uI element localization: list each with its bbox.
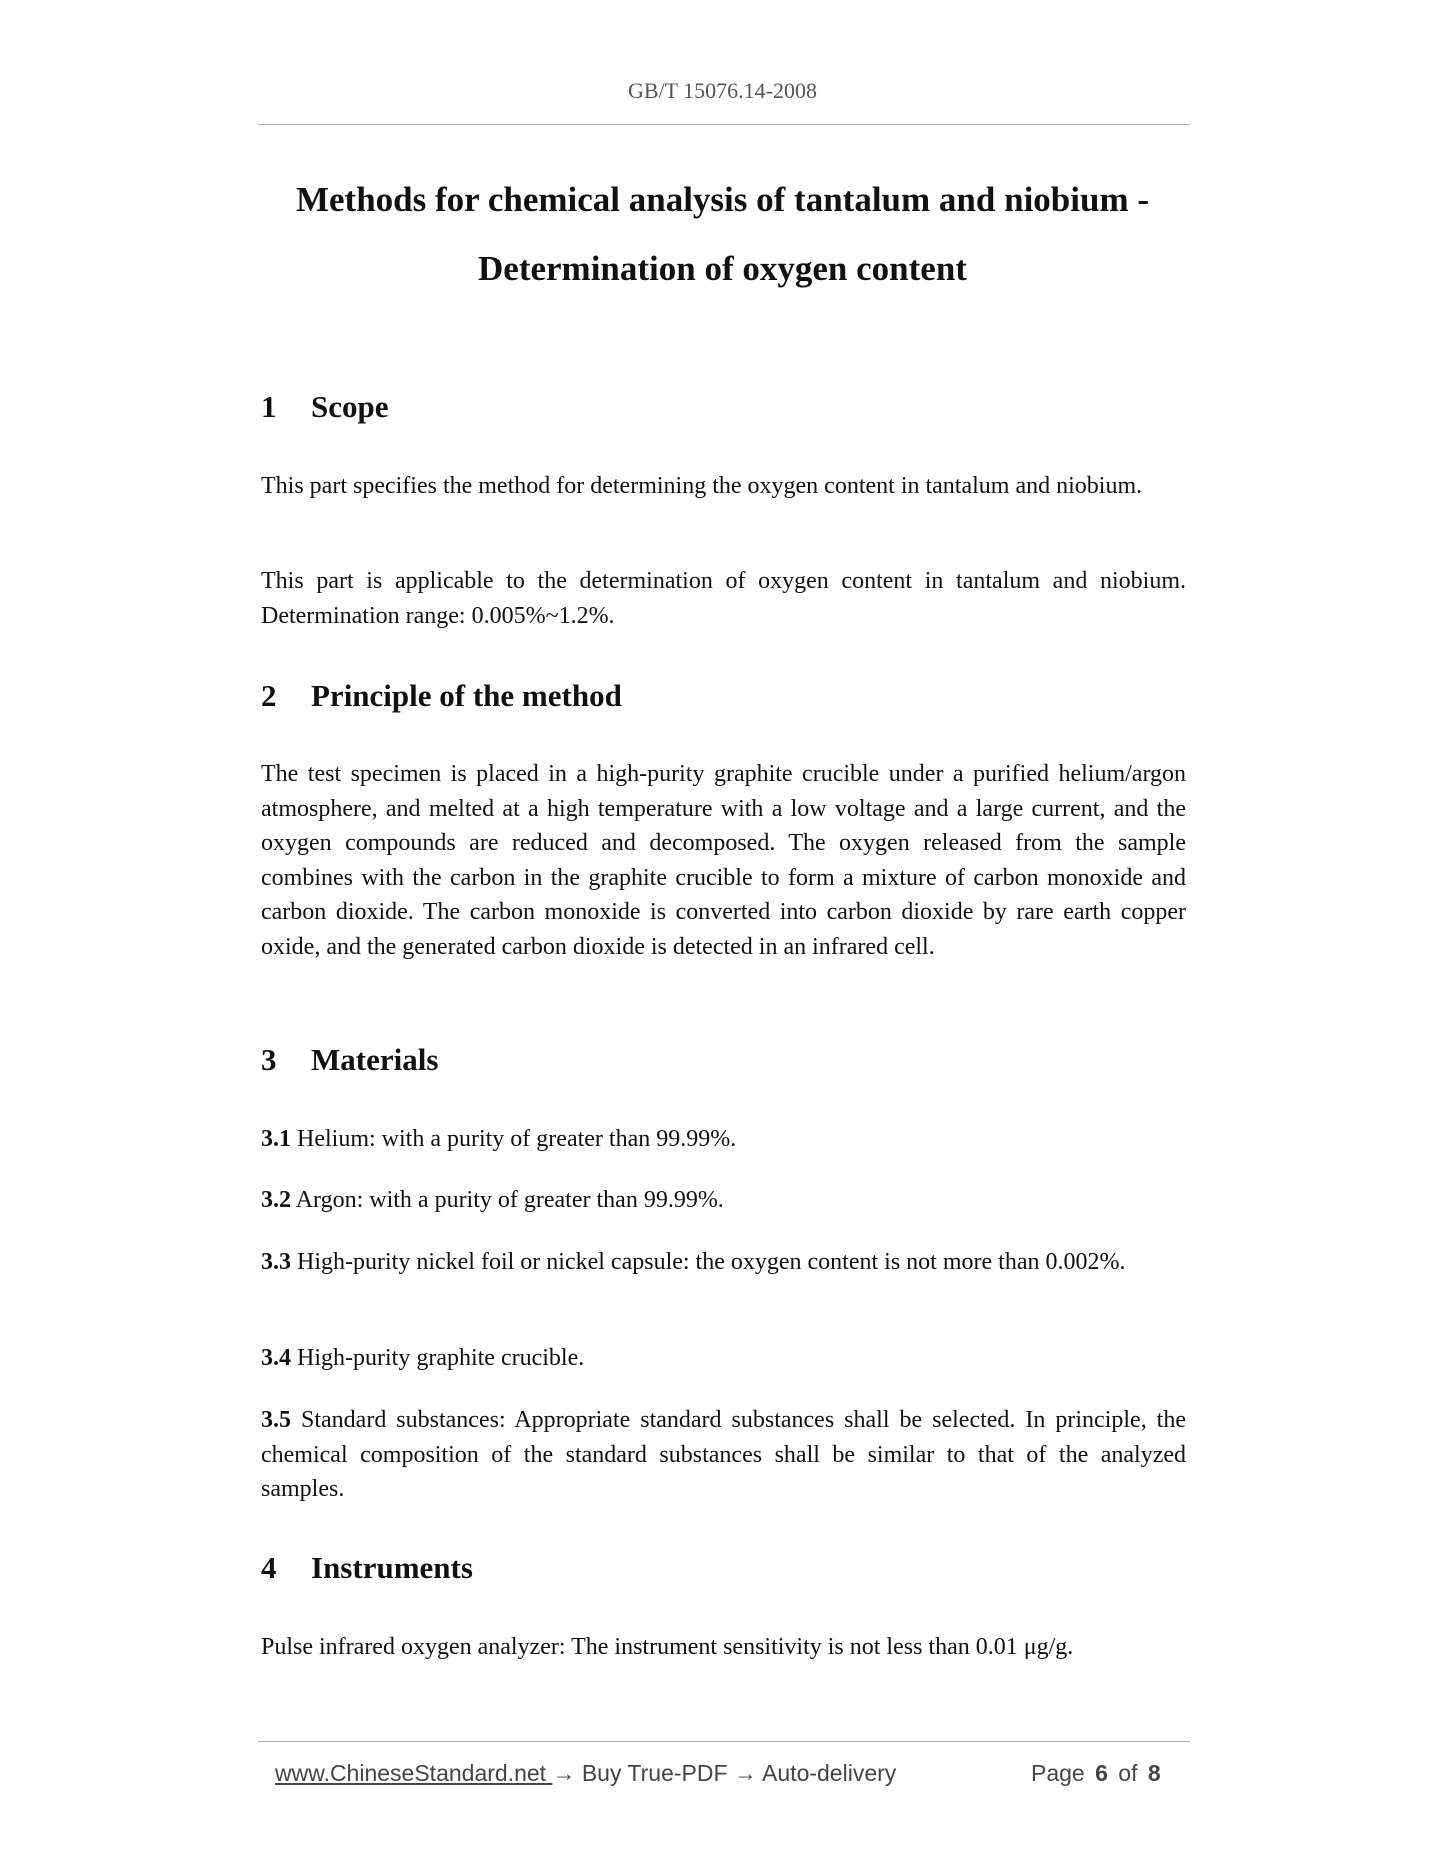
list-item: 3.5 Standard substances: Appropriate standard substances shall be selected. In principle, the chemical composition of the standard substances shall be similar to that of the analyzed samples. xyxy=(261,1407,1187,1503)
page-indicator: Page 6 of 8 xyxy=(1031,1760,1161,1786)
section-heading-principle: 2 Principle of the method xyxy=(261,678,622,713)
section-heading-instruments: 4 Instruments xyxy=(261,1550,473,1585)
list-item: 3.1 Helium: with a purity of greater than 99.99%. xyxy=(261,1126,737,1152)
list-item: 3.3 High-purity nickel foil or nickel capsule: the oxygen content is not more than 0.002%. xyxy=(261,1249,1126,1275)
website-link[interactable]: www.ChineseStandard.net xyxy=(275,1760,553,1786)
section-heading-materials: 3 Materials xyxy=(261,1042,439,1077)
list-item: 3.2 Argon: with a purity of greater than 99.99%. xyxy=(261,1187,724,1213)
paragraph: Pulse infrared oxygen analyzer: The instrument sensitivity is not less than 0.01 μg/g. xyxy=(261,1634,1074,1660)
footer-promo: www.ChineseStandard.net → Buy True-PDF → Auto-delivery xyxy=(275,1760,897,1786)
title-line-2: Determination of oxygen content xyxy=(478,249,967,288)
header-divider xyxy=(258,124,1190,125)
document-id-header: GB/T 15076.14-2008 xyxy=(627,78,818,103)
section-heading-scope: 1 Scope xyxy=(261,389,389,424)
paragraph: This part specifies the method for determining the oxygen content in tantalum and niobium. xyxy=(261,473,1143,499)
paragraph: The test specimen is placed in a high-purity graphite crucible under a purified helium/argon atmosphere, and melted at a high temperature with a low voltage and a large current, and the oxygen compounds are reduced and decomposed. The oxygen released from the sample combines with the carbon in the graphite crucible to form a mixture of carbon monoxide and carbon dioxide. The carbon monoxide is converted into carbon dioxide by rare earth copper oxide, and the generated carbon dioxide is detected in an infrared cell. xyxy=(261,761,1186,960)
list-item: 3.4 High-purity graphite crucible. xyxy=(261,1345,585,1371)
arrow-right-icon: → xyxy=(733,1760,757,1786)
footer-divider xyxy=(258,1741,1190,1742)
arrow-right-icon: → xyxy=(552,1760,576,1786)
title-line-1: Methods for chemical analysis of tantalum and niobium - xyxy=(295,180,1150,219)
paragraph: This part is applicable to the determination of oxygen content in tantalum and niobium. Determination range: 0.005%~1.2%. xyxy=(261,568,1186,629)
